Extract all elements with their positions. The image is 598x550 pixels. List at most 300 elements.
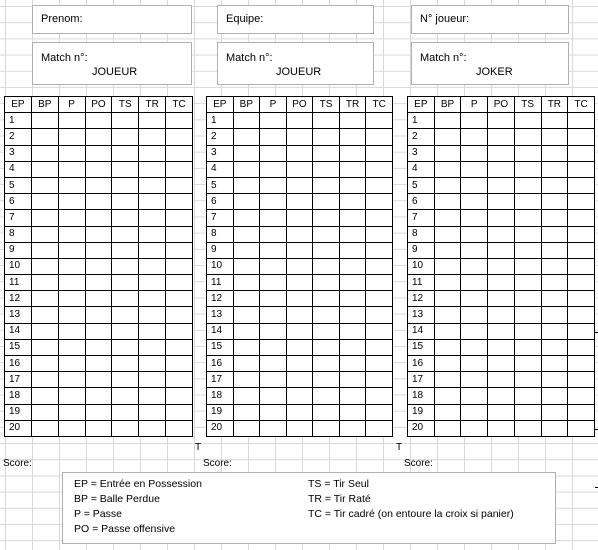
stat-cell[interactable] [58,307,85,323]
stat-cell[interactable] [166,145,193,161]
stat-cell[interactable] [139,161,166,177]
stat-cell[interactable] [339,420,366,436]
stat-cell[interactable] [139,129,166,145]
stat-cell[interactable] [313,388,340,404]
stat-cell[interactable] [366,129,393,145]
stat-cell[interactable] [541,113,568,129]
stat-cell[interactable] [541,356,568,372]
stat-cell[interactable] [233,226,260,242]
stat-cell[interactable] [233,275,260,291]
stat-cell[interactable] [286,129,313,145]
stat-cell[interactable] [313,339,340,355]
stat-cell[interactable] [541,275,568,291]
stat-cell[interactable] [568,372,595,388]
stat-cell[interactable] [58,161,85,177]
stat-cell[interactable] [541,307,568,323]
equipe-field[interactable] [217,5,374,34]
stat-cell[interactable] [461,177,488,193]
stat-cell[interactable] [514,404,541,420]
stat-cell[interactable] [233,307,260,323]
stat-cell[interactable] [112,145,139,161]
stat-cell[interactable] [58,323,85,339]
stat-cell[interactable] [286,242,313,258]
stat-cell[interactable] [514,307,541,323]
stat-cell[interactable] [313,372,340,388]
stat-cell[interactable] [31,307,58,323]
stat-cell[interactable] [434,339,461,355]
stat-cell[interactable] [541,291,568,307]
stat-cell[interactable] [233,404,260,420]
stat-cell[interactable] [58,291,85,307]
stat-cell[interactable] [339,194,366,210]
stat-cell[interactable] [286,145,313,161]
stat-cell[interactable] [166,242,193,258]
stat-cell[interactable] [166,129,193,145]
stat-cell[interactable] [461,161,488,177]
stat-cell[interactable] [166,372,193,388]
stat-cell[interactable] [541,242,568,258]
stat-cell[interactable] [286,194,313,210]
stat-cell[interactable] [488,404,515,420]
stat-cell[interactable] [434,323,461,339]
stat-cell[interactable] [139,388,166,404]
stat-cell[interactable] [339,161,366,177]
stat-cell[interactable] [31,129,58,145]
stat-cell[interactable] [112,420,139,436]
stat-cell[interactable] [461,242,488,258]
stat-cell[interactable] [339,226,366,242]
stat-cell[interactable] [260,388,287,404]
stat-cell[interactable] [568,275,595,291]
stat-cell[interactable] [112,129,139,145]
stat-cell[interactable] [112,404,139,420]
stat-cell[interactable] [313,194,340,210]
stat-cell[interactable] [434,356,461,372]
stat-cell[interactable] [488,356,515,372]
stat-cell[interactable] [112,177,139,193]
stat-cell[interactable] [112,113,139,129]
stat-cell[interactable] [112,275,139,291]
stat-cell[interactable] [488,226,515,242]
stat-cell[interactable] [461,129,488,145]
stat-cell[interactable] [139,372,166,388]
stat-cell[interactable] [58,388,85,404]
stat-cell[interactable] [568,194,595,210]
stat-cell[interactable] [166,404,193,420]
stat-cell[interactable] [339,242,366,258]
joueur-number-field[interactable] [411,5,569,34]
stat-cell[interactable] [434,145,461,161]
stat-cell[interactable] [366,307,393,323]
stat-cell[interactable] [31,258,58,274]
stat-cell[interactable] [568,177,595,193]
stat-cell[interactable] [139,404,166,420]
stat-cell[interactable] [31,388,58,404]
stat-cell[interactable] [541,210,568,226]
stat-cell[interactable] [31,291,58,307]
prenom-field[interactable] [32,5,192,34]
stat-cell[interactable] [541,420,568,436]
stat-cell[interactable] [366,226,393,242]
stat-cell[interactable] [233,194,260,210]
stat-cell[interactable] [568,404,595,420]
stat-cell[interactable] [514,258,541,274]
stat-cell[interactable] [434,291,461,307]
match-box-3[interactable] [411,42,569,85]
stat-cell[interactable] [488,129,515,145]
stat-cell[interactable] [488,210,515,226]
stat-cell[interactable] [58,129,85,145]
stat-cell[interactable] [286,275,313,291]
stat-cell[interactable] [233,177,260,193]
stat-cell[interactable] [568,161,595,177]
stat-cell[interactable] [461,275,488,291]
stat-cell[interactable] [260,129,287,145]
stat-cell[interactable] [85,404,112,420]
stat-cell[interactable] [313,129,340,145]
stat-cell[interactable] [514,161,541,177]
stat-cell[interactable] [58,258,85,274]
stat-cell[interactable] [112,356,139,372]
stat-cell[interactable] [568,210,595,226]
stat-cell[interactable] [31,226,58,242]
stat-cell[interactable] [233,129,260,145]
stat-cell[interactable] [58,242,85,258]
stat-cell[interactable] [339,258,366,274]
stat-cell[interactable] [434,129,461,145]
stat-cell[interactable] [58,404,85,420]
stat-cell[interactable] [139,177,166,193]
stat-cell[interactable] [139,323,166,339]
stat-cell[interactable] [31,210,58,226]
stat-cell[interactable] [541,404,568,420]
stat-cell[interactable] [58,420,85,436]
stat-cell[interactable] [461,258,488,274]
stat-cell[interactable] [488,194,515,210]
stat-cell[interactable] [112,307,139,323]
stat-cell[interactable] [434,210,461,226]
stat-cell[interactable] [85,339,112,355]
stat-cell[interactable] [286,420,313,436]
stat-cell[interactable] [286,258,313,274]
stat-cell[interactable] [233,113,260,129]
stat-cell[interactable] [568,420,595,436]
stat-cell[interactable] [58,194,85,210]
stat-cell[interactable] [366,161,393,177]
stat-cell[interactable] [434,113,461,129]
stat-cell[interactable] [541,226,568,242]
stat-cell[interactable] [139,194,166,210]
stat-cell[interactable] [366,356,393,372]
stat-cell[interactable] [339,291,366,307]
stat-cell[interactable] [85,323,112,339]
stat-cell[interactable] [514,339,541,355]
stat-cell[interactable] [58,372,85,388]
stat-cell[interactable] [366,323,393,339]
stat-cell[interactable] [488,258,515,274]
stat-cell[interactable] [85,210,112,226]
stat-cell[interactable] [339,275,366,291]
stat-cell[interactable] [260,226,287,242]
stat-cell[interactable] [85,129,112,145]
stat-cell[interactable] [139,145,166,161]
stat-cell[interactable] [541,372,568,388]
stat-cell[interactable] [434,404,461,420]
stat-cell[interactable] [514,372,541,388]
stat-cell[interactable] [166,420,193,436]
stat-cell[interactable] [541,161,568,177]
stat-cell[interactable] [85,226,112,242]
stat-cell[interactable] [85,177,112,193]
stat-cell[interactable] [85,242,112,258]
stat-cell[interactable] [112,194,139,210]
stat-cell[interactable] [514,323,541,339]
stat-cell[interactable] [461,194,488,210]
stat-cell[interactable] [434,258,461,274]
stat-cell[interactable] [313,161,340,177]
stat-cell[interactable] [286,177,313,193]
stat-cell[interactable] [488,339,515,355]
stat-cell[interactable] [233,161,260,177]
stat-cell[interactable] [366,113,393,129]
stat-cell[interactable] [85,388,112,404]
stat-cell[interactable] [488,113,515,129]
stat-cell[interactable] [514,145,541,161]
stat-cell[interactable] [366,404,393,420]
stat-cell[interactable] [260,356,287,372]
stat-cell[interactable] [58,145,85,161]
stat-cell[interactable] [31,372,58,388]
stat-cell[interactable] [260,210,287,226]
stat-cell[interactable] [286,339,313,355]
stat-cell[interactable] [260,194,287,210]
stat-cell[interactable] [112,242,139,258]
stat-cell[interactable] [85,307,112,323]
stat-cell[interactable] [112,161,139,177]
stat-cell[interactable] [31,194,58,210]
stat-cell[interactable] [31,404,58,420]
stat-cell[interactable] [286,356,313,372]
stat-cell[interactable] [339,307,366,323]
stat-cell[interactable] [31,323,58,339]
stat-cell[interactable] [434,420,461,436]
stat-cell[interactable] [568,129,595,145]
stat-cell[interactable] [366,145,393,161]
stat-cell[interactable] [568,113,595,129]
stat-cell[interactable] [31,145,58,161]
stat-cell[interactable] [58,210,85,226]
stat-cell[interactable] [461,420,488,436]
stat-cell[interactable] [488,275,515,291]
stat-cell[interactable] [139,258,166,274]
stat-cell[interactable] [514,210,541,226]
stat-cell[interactable] [112,372,139,388]
stat-cell[interactable] [85,356,112,372]
stat-cell[interactable] [166,356,193,372]
stat-cell[interactable] [313,307,340,323]
stat-cell[interactable] [286,372,313,388]
stat-cell[interactable] [313,210,340,226]
stat-cell[interactable] [488,372,515,388]
stat-cell[interactable] [85,372,112,388]
stat-cell[interactable] [339,210,366,226]
stat-cell[interactable] [85,420,112,436]
stat-cell[interactable] [434,226,461,242]
stat-cell[interactable] [166,388,193,404]
stat-cell[interactable] [166,258,193,274]
stat-cell[interactable] [434,307,461,323]
stat-cell[interactable] [461,323,488,339]
stat-cell[interactable] [339,145,366,161]
stat-cell[interactable] [31,420,58,436]
stat-cell[interactable] [514,177,541,193]
stat-cell[interactable] [313,420,340,436]
stat-cell[interactable] [568,258,595,274]
match-box-1[interactable] [32,42,192,85]
stat-cell[interactable] [260,404,287,420]
stat-cell[interactable] [514,291,541,307]
stat-cell[interactable] [233,323,260,339]
stat-cell[interactable] [514,275,541,291]
stat-cell[interactable] [461,388,488,404]
stat-cell[interactable] [286,307,313,323]
stat-cell[interactable] [260,275,287,291]
stat-cell[interactable] [233,372,260,388]
stat-cell[interactable] [541,194,568,210]
stat-cell[interactable] [58,275,85,291]
stat-cell[interactable] [434,388,461,404]
stat-cell[interactable] [286,113,313,129]
stat-cell[interactable] [139,339,166,355]
stat-cell[interactable] [58,177,85,193]
stat-cell[interactable] [434,177,461,193]
stat-cell[interactable] [112,323,139,339]
stat-cell[interactable] [233,339,260,355]
stat-cell[interactable] [313,323,340,339]
stat-cell[interactable] [461,113,488,129]
stat-cell[interactable] [233,242,260,258]
stat-cell[interactable] [260,242,287,258]
stat-cell[interactable] [514,420,541,436]
stat-cell[interactable] [568,388,595,404]
stat-cell[interactable] [233,420,260,436]
stat-cell[interactable] [366,242,393,258]
stat-cell[interactable] [139,226,166,242]
stat-cell[interactable] [31,113,58,129]
stat-cell[interactable] [339,356,366,372]
stat-cell[interactable] [233,291,260,307]
stat-cell[interactable] [461,145,488,161]
stat-cell[interactable] [85,145,112,161]
stat-cell[interactable] [139,275,166,291]
stat-cell[interactable] [139,291,166,307]
stat-cell[interactable] [541,145,568,161]
stat-cell[interactable] [461,339,488,355]
stat-cell[interactable] [313,226,340,242]
stat-cell[interactable] [313,113,340,129]
stat-cell[interactable] [313,404,340,420]
stat-cell[interactable] [339,177,366,193]
stat-cell[interactable] [541,339,568,355]
stat-cell[interactable] [85,258,112,274]
stat-cell[interactable] [514,194,541,210]
stat-cell[interactable] [166,323,193,339]
stat-cell[interactable] [286,323,313,339]
stat-cell[interactable] [541,388,568,404]
stat-cell[interactable] [112,388,139,404]
stat-cell[interactable] [461,226,488,242]
stat-cell[interactable] [568,242,595,258]
stat-cell[interactable] [166,275,193,291]
stat-cell[interactable] [541,323,568,339]
stat-cell[interactable] [488,145,515,161]
stat-cell[interactable] [568,291,595,307]
stat-cell[interactable] [112,258,139,274]
stat-cell[interactable] [166,226,193,242]
stat-cell[interactable] [339,372,366,388]
stat-cell[interactable] [31,356,58,372]
stat-cell[interactable] [112,226,139,242]
stat-cell[interactable] [488,242,515,258]
stat-cell[interactable] [139,113,166,129]
stat-cell[interactable] [166,291,193,307]
stat-cell[interactable] [286,404,313,420]
stat-cell[interactable] [488,323,515,339]
stat-cell[interactable] [139,307,166,323]
stat-cell[interactable] [31,242,58,258]
stat-cell[interactable] [139,420,166,436]
stat-cell[interactable] [313,291,340,307]
stat-cell[interactable] [339,129,366,145]
stat-cell[interactable] [85,161,112,177]
stat-cell[interactable] [286,210,313,226]
stat-cell[interactable] [58,356,85,372]
stat-cell[interactable] [434,275,461,291]
stat-cell[interactable] [260,145,287,161]
stat-cell[interactable] [286,388,313,404]
stat-cell[interactable] [488,291,515,307]
match-box-2[interactable] [217,42,374,85]
stat-cell[interactable] [260,323,287,339]
stat-cell[interactable] [58,339,85,355]
stat-cell[interactable] [31,275,58,291]
stat-cell[interactable] [488,388,515,404]
stat-cell[interactable] [366,388,393,404]
stat-cell[interactable] [514,113,541,129]
stat-cell[interactable] [313,258,340,274]
stat-cell[interactable] [461,372,488,388]
stat-cell[interactable] [461,356,488,372]
stat-cell[interactable] [260,258,287,274]
stat-cell[interactable] [85,291,112,307]
stat-cell[interactable] [260,372,287,388]
stat-cell[interactable] [260,339,287,355]
stat-cell[interactable] [233,210,260,226]
stat-cell[interactable] [366,291,393,307]
stat-cell[interactable] [233,258,260,274]
stat-cell[interactable] [166,177,193,193]
stat-cell[interactable] [313,275,340,291]
stat-cell[interactable] [260,291,287,307]
stat-cell[interactable] [286,291,313,307]
stat-cell[interactable] [366,339,393,355]
stat-cell[interactable] [461,404,488,420]
stat-cell[interactable] [541,258,568,274]
stat-cell[interactable] [568,323,595,339]
stat-cell[interactable] [434,161,461,177]
stat-cell[interactable] [339,339,366,355]
stat-cell[interactable] [568,145,595,161]
